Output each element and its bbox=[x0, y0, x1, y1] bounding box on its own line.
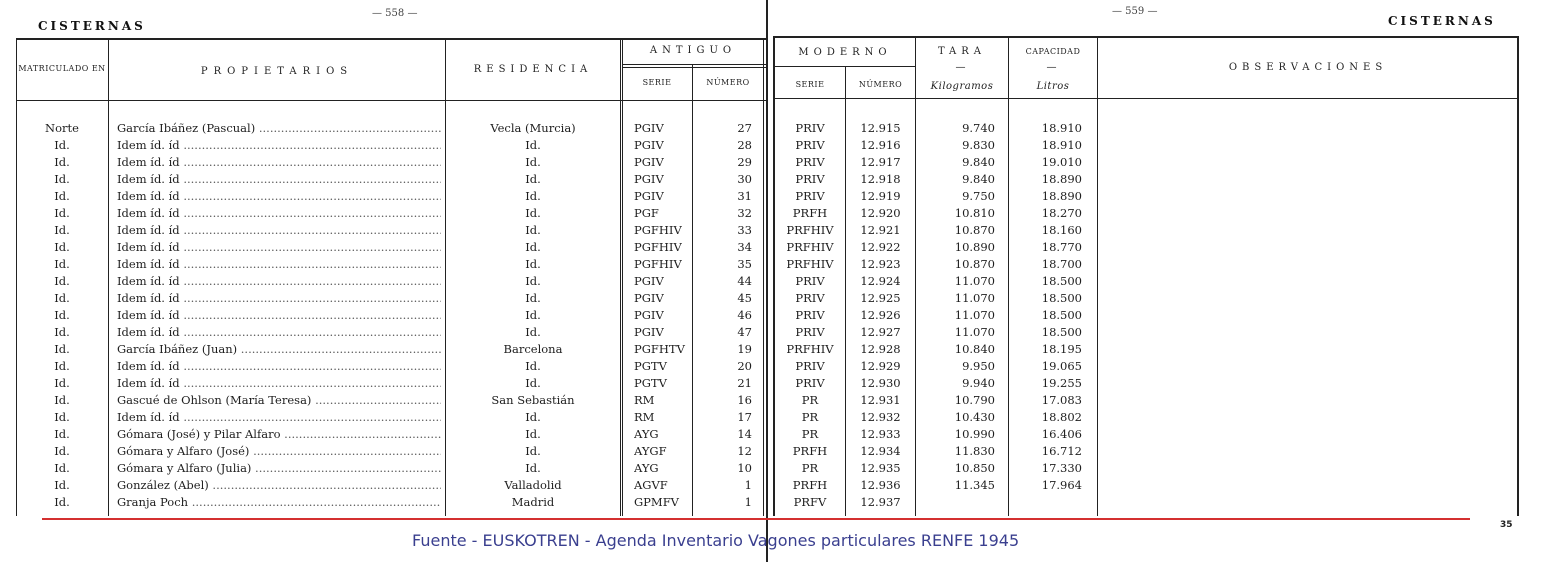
cell-moderno-serie: PRIV bbox=[795, 308, 825, 322]
cell-tara: 11.345 bbox=[954, 478, 995, 492]
left-page-title: CISTERNAS bbox=[38, 19, 146, 33]
header-tara-dash: — bbox=[955, 62, 969, 73]
cell-propietario: Idem íd. íd ..... bbox=[117, 358, 441, 375]
cell-antiguo-serie: PGIV bbox=[634, 291, 664, 305]
cell-antiguo-numero: 47 bbox=[737, 325, 752, 339]
cell-propietario: Idem íd. íd ..... bbox=[117, 290, 441, 307]
cell-moderno-serie: PRIV bbox=[795, 325, 825, 339]
header-propietarios: PROPIETARIOS bbox=[200, 66, 354, 77]
cell-matriculado: Id. bbox=[54, 189, 70, 203]
cell-moderno-serie: PRIV bbox=[795, 274, 825, 288]
cell-tara: 10.850 bbox=[954, 461, 995, 475]
cell-moderno-numero: 12.935 bbox=[860, 461, 901, 475]
cell-propietario: García Ibáñez (Pascual) ..... bbox=[117, 120, 441, 137]
cell-moderno-numero: 12.921 bbox=[860, 223, 901, 237]
cell-antiguo-serie: PGTV bbox=[634, 376, 667, 390]
cell-antiguo-serie: PGIV bbox=[634, 121, 664, 135]
cell-capacidad: 16.406 bbox=[1041, 427, 1082, 441]
cell-antiguo-numero: 30 bbox=[737, 172, 752, 186]
cell-capacidad: 18.500 bbox=[1041, 274, 1082, 288]
cell-tara: 10.430 bbox=[954, 410, 995, 424]
cell-antiguo-numero: 32 bbox=[737, 206, 752, 220]
cell-residencia: Id. bbox=[525, 410, 541, 424]
cell-moderno-numero: 12.924 bbox=[860, 274, 901, 288]
cell-antiguo-serie: PGFHTV bbox=[634, 342, 685, 356]
cell-propietario: Gascué de Ohlson (María Teresa) ..... bbox=[117, 392, 441, 409]
cell-tara: 11.070 bbox=[954, 291, 995, 305]
header-moderno-serie: SERIE bbox=[795, 80, 825, 89]
cell-antiguo-numero: 12 bbox=[737, 444, 752, 458]
cell-tara: 11.070 bbox=[954, 325, 995, 339]
cell-residencia: Id. bbox=[525, 427, 541, 441]
cell-antiguo-serie: AYGF bbox=[634, 444, 667, 458]
cell-moderno-serie: PRIV bbox=[795, 376, 825, 390]
cell-moderno-serie: PR bbox=[801, 461, 819, 475]
cell-antiguo-numero: 44 bbox=[737, 274, 752, 288]
cell-capacidad: 18.700 bbox=[1041, 257, 1082, 271]
cell-matriculado: Id. bbox=[54, 410, 70, 424]
cell-capacidad: 18.500 bbox=[1041, 291, 1082, 305]
cell-propietario: Idem íd. íd ..... bbox=[117, 171, 441, 188]
cell-propietario: Gómara y Alfaro (José) ..... bbox=[117, 443, 441, 460]
cell-matriculado: Id. bbox=[54, 291, 70, 305]
cell-antiguo-numero: 34 bbox=[737, 240, 752, 254]
cell-propietario: Idem íd. íd ..... bbox=[117, 307, 441, 324]
cell-tara: 9.830 bbox=[962, 138, 995, 152]
cell-moderno-numero: 12.927 bbox=[860, 325, 901, 339]
cell-residencia: Id. bbox=[525, 274, 541, 288]
red-rule bbox=[42, 518, 1470, 520]
cell-capacidad: 17.083 bbox=[1041, 393, 1082, 407]
right-page-number: — 559 — bbox=[1112, 6, 1158, 17]
cell-moderno-numero: 12.916 bbox=[860, 138, 901, 152]
cell-residencia: Id. bbox=[525, 189, 541, 203]
cell-moderno-serie: PRIV bbox=[795, 121, 825, 135]
cell-matriculado: Id. bbox=[54, 342, 70, 356]
cell-tara: 9.750 bbox=[962, 189, 995, 203]
cell-moderno-serie: PRFH bbox=[792, 444, 828, 458]
cell-propietario: Idem íd. íd ..... bbox=[117, 222, 441, 239]
cell-matriculado: Norte bbox=[45, 121, 79, 135]
cell-propietario: Granja Poch ..... bbox=[117, 494, 441, 511]
cell-matriculado: Id. bbox=[54, 427, 70, 441]
cell-propietario: Gómara (José) y Pilar Alfaro ..... bbox=[117, 426, 441, 443]
cell-residencia: Id. bbox=[525, 376, 541, 390]
page-marker: 35 bbox=[1500, 520, 1513, 530]
cell-moderno-numero: 12.937 bbox=[860, 495, 901, 509]
header-capacidad-dash: — bbox=[1046, 62, 1060, 73]
cell-antiguo-numero: 14 bbox=[737, 427, 752, 441]
cell-moderno-numero: 12.922 bbox=[860, 240, 901, 254]
cell-moderno-numero: 12.919 bbox=[860, 189, 901, 203]
cell-capacidad: 16.712 bbox=[1041, 444, 1082, 458]
cell-antiguo-numero: 10 bbox=[737, 461, 752, 475]
cell-moderno-serie: PRFHIV bbox=[786, 223, 834, 237]
header-moderno: MODERNO bbox=[798, 47, 892, 58]
cell-matriculado: Id. bbox=[54, 240, 70, 254]
cell-residencia: Id. bbox=[525, 155, 541, 169]
cell-capacidad: 18.802 bbox=[1041, 410, 1082, 424]
cell-capacidad: 18.500 bbox=[1041, 308, 1082, 322]
cell-matriculado: Id. bbox=[54, 393, 70, 407]
cell-tara: 10.990 bbox=[954, 427, 995, 441]
cell-moderno-serie: PRFV bbox=[793, 495, 827, 509]
cell-residencia: Id. bbox=[525, 461, 541, 475]
cell-propietario: Idem íd. íd ..... bbox=[117, 375, 441, 392]
cell-residencia: Id. bbox=[525, 359, 541, 373]
cell-antiguo-numero: 28 bbox=[737, 138, 752, 152]
cell-tara: 9.950 bbox=[962, 359, 995, 373]
cell-moderno-serie: PRFH bbox=[792, 206, 828, 220]
cell-matriculado: Id. bbox=[54, 172, 70, 186]
cell-moderno-serie: PRFHIV bbox=[786, 240, 834, 254]
cell-antiguo-serie: GPMFV bbox=[634, 495, 679, 509]
cell-antiguo-numero: 1 bbox=[744, 495, 752, 509]
cell-capacidad: 18.160 bbox=[1041, 223, 1082, 237]
cell-matriculado: Id. bbox=[54, 206, 70, 220]
cell-moderno-serie: PRIV bbox=[795, 291, 825, 305]
cell-matriculado: Id. bbox=[54, 461, 70, 475]
cell-antiguo-serie: PGIV bbox=[634, 172, 664, 186]
cell-propietario: Idem íd. íd ..... bbox=[117, 188, 441, 205]
cell-moderno-serie: PR bbox=[801, 410, 819, 424]
cell-capacidad: 19.255 bbox=[1041, 376, 1082, 390]
cell-antiguo-numero: 1 bbox=[744, 478, 752, 492]
cell-moderno-serie: PRFHIV bbox=[786, 342, 834, 356]
cell-capacidad: 18.500 bbox=[1041, 325, 1082, 339]
cell-moderno-serie: PR bbox=[801, 393, 819, 407]
cell-antiguo-serie: PGTV bbox=[634, 359, 667, 373]
cell-tara: 11.070 bbox=[954, 308, 995, 322]
cell-moderno-numero: 12.917 bbox=[860, 155, 901, 169]
cell-residencia: Id. bbox=[525, 444, 541, 458]
cell-propietario: Gómara y Alfaro (Julia) ..... bbox=[117, 460, 441, 477]
cell-antiguo-serie: PGFHIV bbox=[634, 223, 682, 237]
header-antiguo: ANTIGUO bbox=[649, 45, 737, 56]
cell-moderno-serie: PR bbox=[801, 427, 819, 441]
cell-moderno-serie: PRIV bbox=[795, 172, 825, 186]
cell-tara bbox=[917, 494, 995, 511]
cell-matriculado: Id. bbox=[54, 478, 70, 492]
cell-residencia: Id. bbox=[525, 240, 541, 254]
cell-moderno-serie: PRIV bbox=[795, 138, 825, 152]
cell-antiguo-serie: AYG bbox=[634, 427, 659, 441]
cell-propietario: Idem íd. íd ..... bbox=[117, 273, 441, 290]
cell-moderno-numero: 12.932 bbox=[860, 410, 901, 424]
cell-residencia: Id. bbox=[525, 206, 541, 220]
cell-tara: 11.070 bbox=[954, 274, 995, 288]
cell-antiguo-serie: PGFHIV bbox=[634, 257, 682, 271]
cell-moderno-numero: 12.930 bbox=[860, 376, 901, 390]
cell-antiguo-numero: 29 bbox=[737, 155, 752, 169]
cell-residencia: Id. bbox=[525, 138, 541, 152]
cell-moderno-numero: 12.931 bbox=[860, 393, 901, 407]
cell-antiguo-numero: 20 bbox=[737, 359, 752, 373]
cell-propietario: Idem íd. íd ..... bbox=[117, 256, 441, 273]
cell-capacidad: 18.890 bbox=[1041, 172, 1082, 186]
cell-capacidad: 18.270 bbox=[1041, 206, 1082, 220]
cell-tara: 11.830 bbox=[954, 444, 995, 458]
cell-residencia: Id. bbox=[525, 172, 541, 186]
cell-antiguo-numero: 45 bbox=[737, 291, 752, 305]
cell-matriculado: Id. bbox=[54, 274, 70, 288]
cell-capacidad: 19.010 bbox=[1041, 155, 1082, 169]
cell-antiguo-numero: 16 bbox=[737, 393, 752, 407]
cell-matriculado: Id. bbox=[54, 155, 70, 169]
cell-antiguo-serie: PGIV bbox=[634, 325, 664, 339]
header-capacidad-unit: Litros bbox=[1036, 81, 1070, 92]
cell-moderno-numero: 12.933 bbox=[860, 427, 901, 441]
cell-residencia: Id. bbox=[525, 308, 541, 322]
cell-moderno-serie: PRIV bbox=[795, 359, 825, 373]
cell-antiguo-serie: PGIV bbox=[634, 189, 664, 203]
cell-capacidad bbox=[1010, 494, 1082, 511]
cell-antiguo-serie: PGFHIV bbox=[634, 240, 682, 254]
cell-antiguo-serie: AYG bbox=[634, 461, 659, 475]
cell-matriculado: Id. bbox=[54, 325, 70, 339]
cell-antiguo-serie: PGIV bbox=[634, 138, 664, 152]
header-matriculado: MATRICULADO EN bbox=[18, 64, 106, 73]
cell-antiguo-numero: 17 bbox=[737, 410, 752, 424]
cell-residencia: Barcelona bbox=[503, 342, 563, 356]
cell-antiguo-serie: RM bbox=[634, 393, 655, 407]
header-observaciones: OBSERVACIONES bbox=[1228, 62, 1388, 73]
cell-matriculado: Id. bbox=[54, 223, 70, 237]
cell-tara: 10.840 bbox=[954, 342, 995, 356]
cell-antiguo-numero: 31 bbox=[737, 189, 752, 203]
cell-antiguo-numero: 33 bbox=[737, 223, 752, 237]
cell-propietario: Idem íd. íd ..... bbox=[117, 205, 441, 222]
cell-propietario: Idem íd. íd ..... bbox=[117, 154, 441, 171]
cell-matriculado: Id. bbox=[54, 495, 70, 509]
cell-propietario: García Ibáñez (Juan) ..... bbox=[117, 341, 441, 358]
cell-antiguo-numero: 35 bbox=[737, 257, 752, 271]
cell-capacidad: 19.065 bbox=[1041, 359, 1082, 373]
cell-tara: 9.840 bbox=[962, 172, 995, 186]
header-antiguo-numero: NÚMERO bbox=[706, 78, 750, 87]
cell-antiguo-serie: PGF bbox=[634, 206, 659, 220]
cell-antiguo-numero: 19 bbox=[737, 342, 752, 356]
cell-tara: 10.870 bbox=[954, 223, 995, 237]
cell-capacidad: 18.770 bbox=[1041, 240, 1082, 254]
cell-capacidad: 17.330 bbox=[1041, 461, 1082, 475]
header-capacidad: CAPACIDAD bbox=[1025, 47, 1081, 56]
cell-residencia: Valladolid bbox=[504, 478, 562, 492]
header-antiguo-serie: SERIE bbox=[642, 78, 672, 87]
cell-tara: 9.740 bbox=[962, 121, 995, 135]
cell-residencia: San Sebastián bbox=[491, 393, 575, 407]
cell-moderno-numero: 12.936 bbox=[860, 478, 901, 492]
cell-moderno-serie: PRFH bbox=[792, 478, 828, 492]
cell-matriculado: Id. bbox=[54, 376, 70, 390]
cell-moderno-numero: 12.915 bbox=[860, 121, 901, 135]
cell-tara: 10.790 bbox=[954, 393, 995, 407]
cell-matriculado: Id. bbox=[54, 359, 70, 373]
cell-matriculado: Id. bbox=[54, 444, 70, 458]
cell-antiguo-serie: PGIV bbox=[634, 155, 664, 169]
cell-matriculado: Id. bbox=[54, 308, 70, 322]
cell-antiguo-serie: RM bbox=[634, 410, 655, 424]
cell-matriculado: Id. bbox=[54, 257, 70, 271]
cell-tara: 10.870 bbox=[954, 257, 995, 271]
cell-moderno-numero: 12.918 bbox=[860, 172, 901, 186]
cell-propietario: Idem íd. íd ..... bbox=[117, 137, 441, 154]
cell-residencia: Madrid bbox=[511, 495, 555, 509]
cell-capacidad: 17.964 bbox=[1041, 478, 1082, 492]
cell-moderno-numero: 12.923 bbox=[860, 257, 901, 271]
source-caption: Fuente - EUSKOTREN - Agenda Inventario Vagones particulares RENFE 1945 bbox=[412, 531, 1020, 550]
cell-moderno-numero: 12.929 bbox=[860, 359, 901, 373]
cell-propietario: González (Abel) ..... bbox=[117, 477, 441, 494]
cell-antiguo-numero: 27 bbox=[737, 121, 752, 135]
cell-antiguo-numero: 21 bbox=[737, 376, 752, 390]
right-page-title: CISTERNAS bbox=[1388, 14, 1496, 28]
cell-residencia: Id. bbox=[525, 325, 541, 339]
cell-capacidad: 18.195 bbox=[1041, 342, 1082, 356]
cell-tara: 10.890 bbox=[954, 240, 995, 254]
header-tara: TARA bbox=[937, 46, 987, 57]
header-moderno-numero: NÚMERO bbox=[858, 80, 903, 89]
cell-moderno-serie: PRIV bbox=[795, 189, 825, 203]
cell-residencia: Id. bbox=[525, 291, 541, 305]
cell-propietario: Idem íd. íd ..... bbox=[117, 409, 441, 426]
cell-capacidad: 18.890 bbox=[1041, 189, 1082, 203]
cell-residencia: Id. bbox=[525, 223, 541, 237]
cell-moderno-numero: 12.925 bbox=[860, 291, 901, 305]
cell-antiguo-numero: 46 bbox=[737, 308, 752, 322]
cell-tara: 9.840 bbox=[962, 155, 995, 169]
cell-propietario: Idem íd. íd ..... bbox=[117, 239, 441, 256]
cell-matriculado: Id. bbox=[54, 138, 70, 152]
cell-moderno-numero: 12.920 bbox=[860, 206, 901, 220]
cell-tara: 10.810 bbox=[954, 206, 995, 220]
cell-propietario: Idem íd. íd ..... bbox=[117, 324, 441, 341]
cell-moderno-serie: PRIV bbox=[795, 155, 825, 169]
cell-moderno-numero: 12.928 bbox=[860, 342, 901, 356]
left-page-number: — 558 — bbox=[372, 8, 418, 19]
header-residencia: RESIDENCIA bbox=[473, 64, 593, 75]
cell-residencia: Vecla (Murcia) bbox=[490, 121, 576, 135]
header-tara-unit: Kilogramos bbox=[930, 81, 994, 92]
cell-capacidad: 18.910 bbox=[1041, 138, 1082, 152]
cell-antiguo-serie: PGIV bbox=[634, 308, 664, 322]
cell-residencia: Id. bbox=[525, 257, 541, 271]
cell-tara: 9.940 bbox=[962, 376, 995, 390]
cell-moderno-serie: PRFHIV bbox=[786, 257, 834, 271]
cell-antiguo-serie: PGIV bbox=[634, 274, 664, 288]
cell-moderno-numero: 12.934 bbox=[860, 444, 901, 458]
cell-moderno-numero: 12.926 bbox=[860, 308, 901, 322]
cell-antiguo-serie: AGVF bbox=[634, 478, 668, 492]
cell-capacidad: 18.910 bbox=[1041, 121, 1082, 135]
